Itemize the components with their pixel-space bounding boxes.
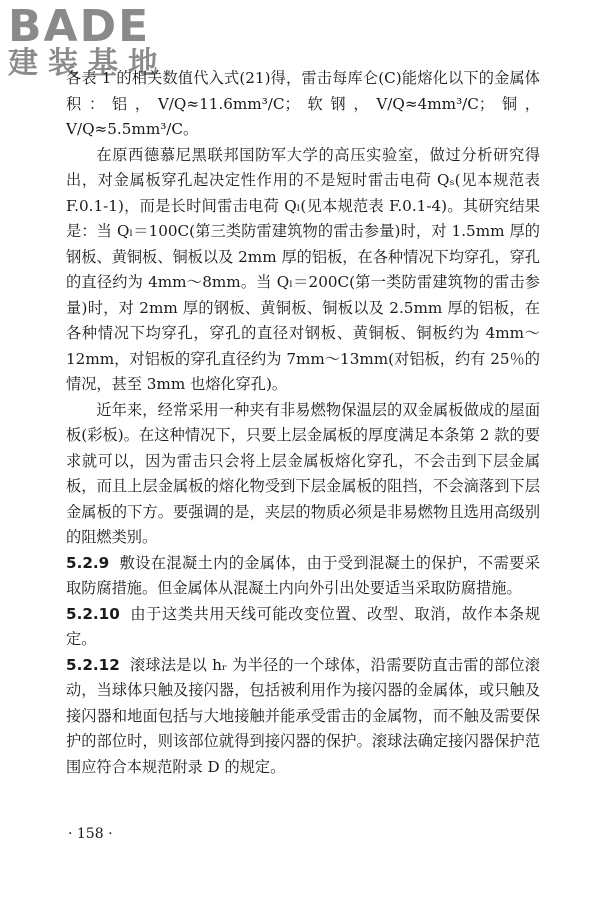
section-text: 敷设在混凝土内的金属体，由于受到混凝土的保护，不需要采取防腐措施。但金属体从混凝土内向外引出处要适当采取防腐措施。 [66, 553, 540, 597]
section-number: 5.2.10 [66, 604, 120, 623]
paragraph-continuation: 各表 1 的相关数值代入式(21)得，雷击每库仑(C)能熔化以下的金属体积：铝，V/Q≈11.6mm³/C；软钢，V/Q≈4mm³/C；铜，V/Q≈5.5mm³/C。 [66, 69, 540, 138]
section-5-2-12 [66, 653, 540, 781]
section-text: 由于这类共用天线可能改变位置、改型、取消，故作本条规定。 [66, 604, 540, 648]
section-text: 滚球法是以 hᵣ 为半径的一个球体，沿需要防直击雷的部位滚动，当球体只触及接闪器，包括被利用作为接闪器的金属体，或只触及接闪器和地面包括与大地接触并能承受雷击的金属物，而不触及需要保护的部位时，则该部位就得到接闪器的保护。滚球法确定接闪器保护范围应符合本规范附录 D 的规定。 [66, 655, 540, 776]
logo-wordmark: BADE [8, 1, 151, 52]
page-number: · 158 · [68, 826, 113, 842]
section-5-2-9 [66, 551, 540, 602]
paragraph: 近年来，经常采用一种夹有非易燃物保温层的双金属板做成的屋面板(彩板)。在这种情况下，只要上层金属板的厚度满足本条第 2 款的要求就可以，因为雷击只会将上层金属板熔化穿孔，不会击到下层金属板，而且上层金属板的熔化物受到下层金属板的阻挡，不会滴落到下层金属板的下方。要强调的是，夹层的物质必须是非易燃物且选用高级别的阻燃类别。 [66, 400, 540, 546]
section-5-2-10 [66, 602, 540, 653]
logo-chinese-text: 建装基地 [8, 46, 168, 81]
section-number: 5.2.9 [66, 553, 110, 572]
page-body [66, 66, 540, 780]
paragraph: 在原西德慕尼黑联邦国防军大学的高压实验室，做过分析研究得出，对金属板穿孔起决定性作用的不是短时雷击电荷 Qₛ(见本规范表 F.0.1-1)，而是长时间雷击电荷 Qₗ(见本规范表 F.0.1-4)。其研究结果是：当 Qₗ＝100C(第三类防雷建筑物的雷击参量)时，对 1.5mm 厚的钢板、黄铜板、铜板以及 2mm 厚的铝板，在各种情况下均穿孔，穿孔的直径约为 4mm～8mm。当 Qₗ＝200C(第一类防雷建筑物的雷击参量)时，对 2mm 厚的钢板、黄铜板、铜板以及 2.5mm 厚的铝板，在各种情况下均穿孔，穿孔的直径对钢板、黄铜板、铜板约为 4mm～12mm，对铝板的穿孔直径约为 7mm～13mm(对铝板，约有 25％的情况，甚至 3mm 也熔化穿孔)。 [66, 145, 540, 393]
section-number: 5.2.12 [66, 655, 120, 674]
